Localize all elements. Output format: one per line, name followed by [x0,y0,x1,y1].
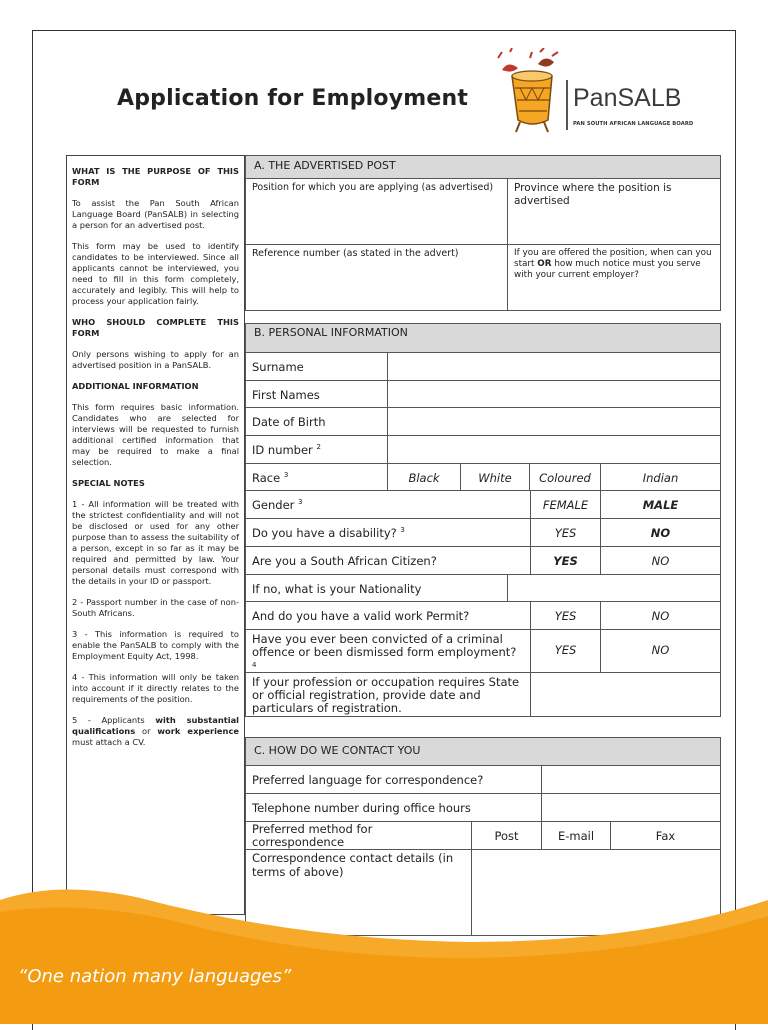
province-field[interactable]: Province where the position is advertised [507,178,721,245]
gender-sup: 3 [298,498,303,507]
permit-no[interactable]: NO [600,601,721,630]
method-post[interactable]: Post [471,821,542,850]
first-names-label: First Names [245,380,388,408]
citizen-label: Are you a South African Citizen? [245,546,531,575]
contact-label: Correspondence contact details (in terms of above) [245,849,472,936]
convicted-label [245,629,531,673]
first-names-input[interactable] [387,380,721,408]
sidebar-text: This form may be used to identify candidates to be interviewed. Since all applicants cannot be interviewed, you need to fill in this form completely, accurately and legibly. This will help to process your application fairly. [72,241,239,306]
id-label [245,435,388,464]
position-field[interactable]: Position for which you are applying (as advertised) [245,178,508,245]
sidebar-note: 1 - All information will be treated with the strictest confidentiality and will not be disclosed or used for any other purpose than to assess the suitability of a person, except in so far as it may be required and permitted by law. Your personal details must correspond with the details in your ID or passport. [72,499,239,586]
language-input[interactable] [541,765,721,794]
surname-input[interactable] [387,352,721,381]
method-email[interactable]: E-mail [541,821,611,850]
telephone-label: Telephone number during office hours [245,793,542,822]
disability-sup: 3 [400,526,405,535]
id-sup: 2 [316,443,321,452]
disability-no[interactable]: NO [600,518,721,547]
method-label: Preferred method for correspondence [245,821,472,850]
section-a-heading: A. THE ADVERTISED POST [245,155,721,179]
sidebar-heading: ADDITIONAL INFORMATION [72,381,199,391]
section-c-heading: C. HOW DO WE CONTACT YOU [245,737,721,766]
note-text: or [135,726,158,736]
convicted-no[interactable]: NO [600,629,721,673]
surname-label: Surname [245,352,388,381]
sidebar-note: 3 - This information is required to enable the PanSALB to comply with the Employment Equity Act, 1998. [72,629,239,661]
permit-label: And do you have a valid work Permit? [245,601,531,630]
slogan: “One nation many languages” [18,966,292,987]
note-text: 5 - Applicants [72,715,156,725]
notice-or: OR [537,259,552,269]
dob-input[interactable] [387,407,721,436]
logo-name: PanSALB [573,84,682,112]
id-input[interactable] [387,435,721,464]
sidebar-heading: WHO SHOULD COMPLETE THIS FORM [72,317,239,338]
race-option-white[interactable]: White [460,463,530,491]
dob-label: Date of Birth [245,407,388,436]
profession-label: If your profession or occupation requires State or official registration, provide date and particulars of registration. [245,672,531,717]
sidebar-notes [66,155,245,915]
convicted-text: Have you ever been convicted of a criminal offence or been dismissed form employment? [252,632,517,659]
convicted-yes[interactable]: YES [530,629,601,673]
drum-icon [498,48,558,132]
logo-divider [566,80,568,130]
note-bold: with substantial qualifications [72,715,240,736]
footer-wave [0,880,768,1024]
race-label [245,463,388,491]
race-option-black[interactable]: Black [387,463,461,491]
sidebar-heading: SPECIAL NOTES [72,478,145,488]
citizen-no[interactable]: NO [600,546,721,575]
sidebar-heading: WHAT IS THE PURPOSE OF THIS FORM [72,166,239,187]
race-option-coloured[interactable]: Coloured [529,463,601,491]
sidebar-text: Only persons wishing to apply for an advertised position in a PanSALB. [72,349,239,370]
nationality-input[interactable] [507,574,721,602]
id-text: ID number [252,443,313,457]
convicted-sup: 4 [252,661,257,669]
sidebar-note: 2 - Passport number in the case of non-South Africans. [72,597,239,618]
note-text: must attach a CV. [72,737,146,747]
sidebar-text: This form requires basic information. Candidates who are selected for interviews will be requested to furnish additional certified information that may be required to make a final selection. [72,402,239,467]
telephone-input[interactable] [541,793,721,822]
nationality-label: If no, what is your Nationality [245,574,508,602]
profession-input[interactable] [530,672,721,717]
race-option-indian[interactable]: Indian [600,463,721,491]
race-sup: 3 [283,471,289,480]
gender-label [245,490,531,519]
language-label: Preferred language for correspondence? [245,765,542,794]
sidebar-note [72,715,239,748]
note-bold: work experience [157,726,239,736]
disability-text: Do you have a disability? [252,526,397,540]
section-b-heading: B. PERSONAL INFORMATION [245,323,721,353]
permit-yes[interactable]: YES [530,601,601,630]
sidebar-text: To assist the Pan South African Language Board (PanSALB) in selecting a person for an advertised post. [72,198,239,230]
page-title: Application for Employment [117,86,469,111]
sidebar-note: 4 - This information will only be taken into account if it directly relates to the requirements of the position. [72,672,239,704]
gender-female[interactable]: FEMALE [530,490,601,519]
notice-text: If you are offered the position, when can you start [514,248,712,269]
notice-text: how much notice must you serve with your current employer? [514,259,701,280]
gender-text: Gender [252,498,295,512]
disability-label [245,518,531,547]
notice-field[interactable] [507,244,721,311]
race-text: Race [252,471,281,485]
disability-yes[interactable]: YES [530,518,601,547]
method-fax[interactable]: Fax [610,821,721,850]
reference-field[interactable]: Reference number (as stated in the advert) [245,244,508,311]
logo-subtitle: PAN SOUTH AFRICAN LANGUAGE BOARD [573,121,694,127]
gender-male[interactable]: MALE [600,490,721,519]
citizen-yes[interactable]: YES [530,546,601,575]
